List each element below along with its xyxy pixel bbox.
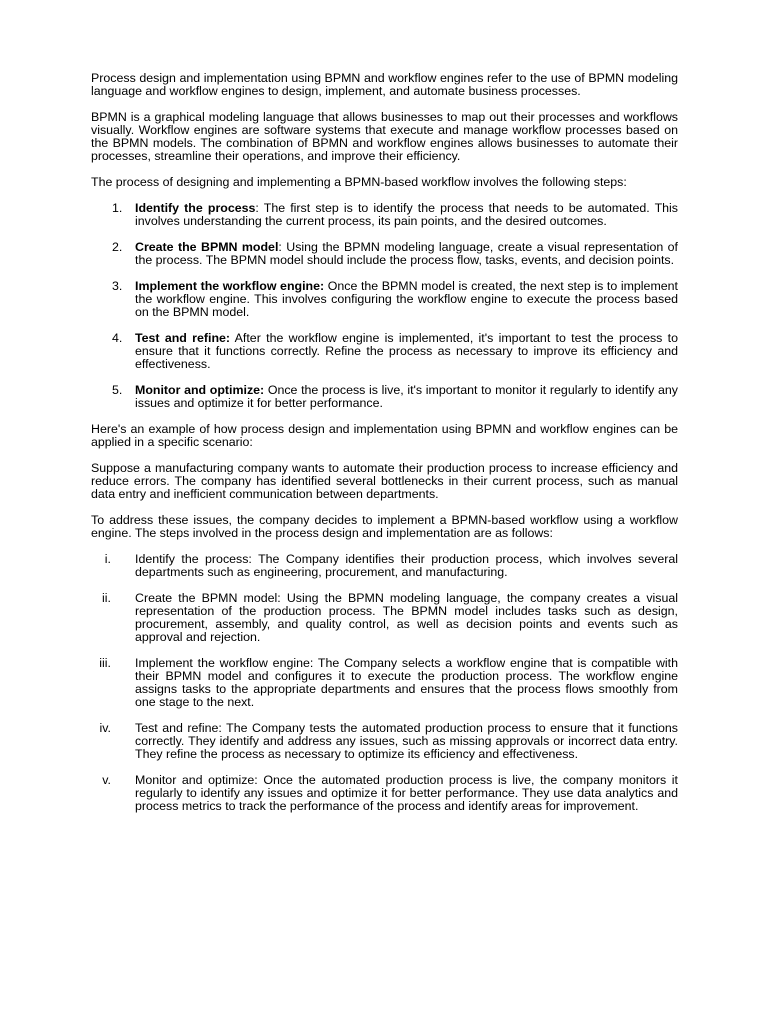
steps-list	[91, 202, 678, 410]
list-item	[91, 241, 678, 267]
list-item	[91, 592, 678, 644]
list-number: 2.	[112, 240, 123, 254]
list-item	[91, 553, 678, 579]
example-step-text: Monitor and optimize: Once the automated production process is live, the company monitors it regularly to identify any issues and optimize it for better performance. They use data analytics and process metrics to track the performance of the process and identify areas for improvement.	[135, 773, 678, 813]
list-item	[91, 280, 678, 319]
list-number: 4.	[112, 331, 123, 345]
example-steps-list	[91, 553, 678, 813]
roman-numeral: v.	[102, 773, 111, 787]
list-number: 5.	[112, 383, 123, 397]
list-item	[91, 657, 678, 709]
step-text: : Using the BPMN modeling language, create a visual representation of the process. The BPMN model should include the process flow, tasks, events, and decision points.	[135, 240, 678, 267]
document-page	[91, 72, 678, 826]
roman-numeral: iii.	[99, 656, 111, 670]
step-term: Identify the process	[135, 201, 256, 215]
step-text: Once the BPMN model is created, the next step is to implement the workflow engine. This involves configuring the workflow engine to execute the process based on the BPMN model.	[135, 279, 678, 319]
step-text: Once the process is live, it's important to monitor it regularly to identify any issues and optimize it for better performance.	[135, 383, 678, 410]
roman-numeral: i.	[104, 552, 111, 566]
list-item	[91, 774, 678, 813]
example-step-text: Test and refine: The Company tests the automated production process to ensure that it functions correctly. They identify and address any issues, such as missing approvals or incorrect data entry. They refine the process as necessary to optimize its efficiency and effectiveness.	[135, 721, 678, 761]
step-term: Implement the workflow engine:	[135, 279, 325, 293]
example-step-text: Identify the process: The Company identifies their production process, which involves several departments such as engineering, procurement, and manufacturing.	[135, 552, 678, 579]
step-text: : The first step is to identify the process that needs to be automated. This involves understanding the current process, its pain points, and the desired outcomes.	[135, 201, 678, 228]
steps-intro-paragraph: The process of designing and implementing a BPMN-based workflow involves the following steps:	[91, 175, 627, 189]
list-number: 1.	[112, 201, 123, 215]
roman-numeral: ii.	[102, 591, 111, 605]
list-item	[91, 384, 678, 410]
list-item	[91, 202, 678, 228]
example-step-text: Create the BPMN model: Using the BPMN modeling language, the company creates a visual representation of the production process. The BPMN model includes tasks such as design, procurement, assembly, and quality control, as well as decision points and events such as approval and rejection.	[135, 591, 678, 644]
step-term: Test and refine:	[135, 331, 231, 345]
list-item	[91, 332, 678, 371]
list-item	[91, 722, 678, 761]
example-step-text: Implement the workflow engine: The Company selects a workflow engine that is compatible with their BPMN model and configures it to execute the production process. The workflow engine assigns tasks to the appropriate departments and ensures that the process flows smoothly from one stage to the next.	[135, 656, 678, 709]
example-intro-paragraph: Here's an example of how process design and implementation using BPMN and workflow engines can be applied in a specific scenario:	[91, 422, 678, 449]
intro-paragraph: Process design and implementation using BPMN and workflow engines refer to the use of BPMN modeling language and workflow engines to design, implement, and automate business processes.	[91, 71, 678, 98]
bpmn-paragraph: BPMN is a graphical modeling language that allows businesses to map out their processes and workflows visually. Workflow engines are software systems that execute and manage workflow processes based on the BPMN models. The combination of BPMN and workflow engines allows businesses to automate their processes, streamline their operations, and improve their efficiency.	[91, 110, 678, 163]
roman-numeral: iv.	[99, 721, 111, 735]
suppose-paragraph: Suppose a manufacturing company wants to automate their production process to increase efficiency and reduce errors. The company has identified several bottlenecks in their current process, such as manual data entry and inefficient communication between departments.	[91, 461, 678, 501]
step-text: After the workflow engine is implemented, it's important to test the process to ensure that it functions correctly. Refine the process as necessary to improve its efficiency and effectiveness.	[135, 331, 678, 371]
step-term: Create the BPMN model	[135, 240, 279, 254]
step-term: Monitor and optimize:	[135, 383, 265, 397]
address-paragraph: To address these issues, the company decides to implement a BPMN-based workflow using a workflow engine. The steps involved in the process design and implementation are as follows:	[91, 513, 678, 540]
list-number: 3.	[112, 279, 123, 293]
